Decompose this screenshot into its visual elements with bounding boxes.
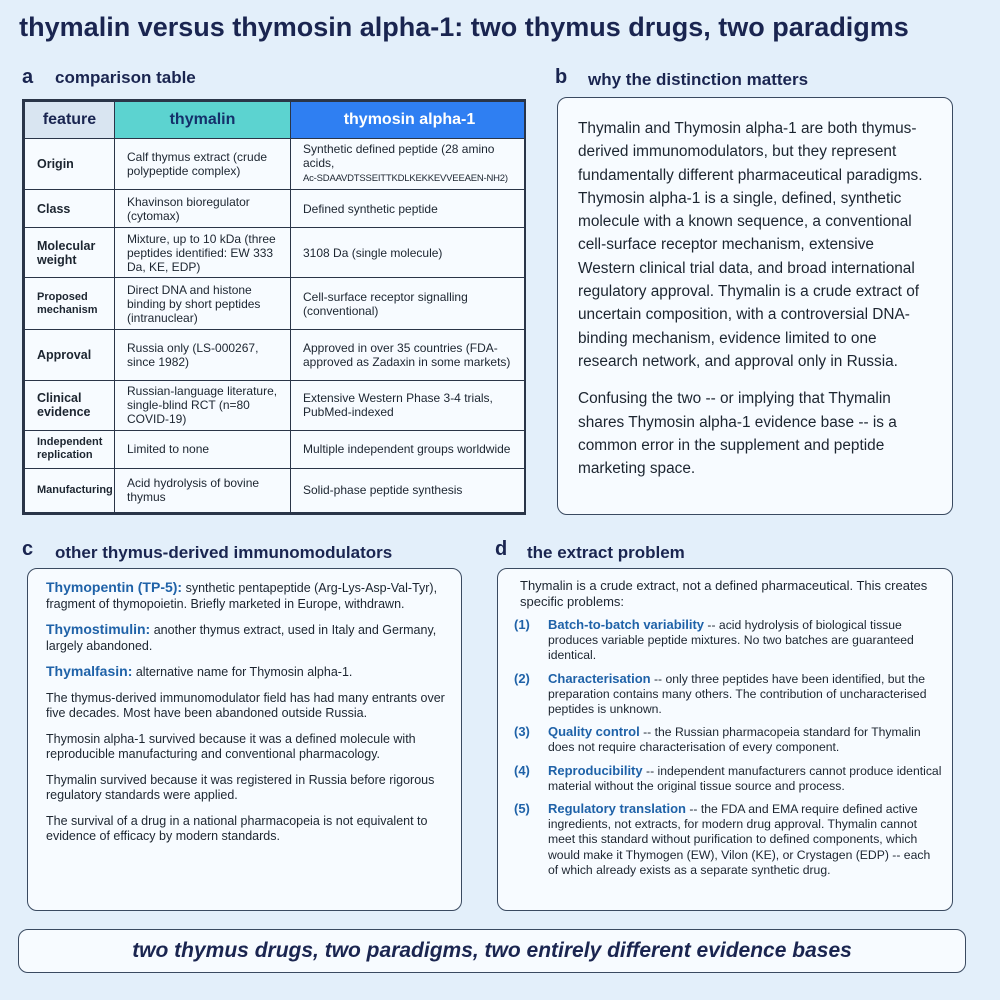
page-title: thymalin versus thymosin alpha-1: two thymus drugs, two paradigms [19, 12, 909, 42]
panel-c-paragraph: Thymalin survived because it was registered in Russia before rigorous regulatory standards were applied. [46, 772, 435, 802]
list-item [514, 763, 942, 794]
table-row [25, 330, 527, 380]
row-thymalin: Calf thymus extract (crude polypeptide complex) [115, 139, 291, 190]
panel-b-text [578, 117, 934, 494]
item-number: (5) [514, 801, 530, 817]
alpha-origin-text: Synthetic defined peptide (28 amino acids, [303, 142, 495, 171]
panel-b-paragraph: Thymalin and Thymosin alpha-1 are both thymus-derived immunomodulators, but they represent fundamentally different pharmaceutical paradigms. Thymosin alpha-1 is a single, defined, synthetic molecule with a known sequence, a conventional cell-surface receptor mechanism, extensive Western clinical trial data, and broad international regulatory approval. Thymalin is a crude extract of uncertain composition, with a controversial DNA-binding mechanism, evidence limited to one research network, and approval only in Russia. [578, 120, 923, 370]
row-feature: Proposed mechanism [25, 278, 115, 330]
row-thymalin: Direct DNA and histone binding by short peptides (intranuclear) [115, 278, 291, 330]
panel-a-letter: a [22, 66, 34, 88]
panel-c-letter: c [22, 538, 34, 560]
item-term: Reproducibility [548, 762, 643, 778]
row-thymalin: Russian-language literature, single-blind RCT (n=80 COVID-19) [115, 380, 291, 430]
term-name: Thymalfasin: [46, 663, 133, 679]
list-item [514, 671, 942, 718]
row-thymosin-alpha: Solid-phase peptide synthesis [291, 468, 527, 512]
term-definition: another thymus extract, used in Italy and Germany, largely abandoned. [46, 623, 437, 653]
item-number: (1) [514, 617, 530, 632]
panel-b-letter: b [555, 66, 568, 88]
term-name: Thymopentin (TP-5): [46, 579, 183, 595]
term-entry [46, 622, 454, 654]
term-definition: alternative name for Thymosin alpha-1. [132, 665, 353, 679]
term-name: Thymostimulin: [46, 621, 151, 637]
row-thymosin-alpha: Multiple independent groups worldwide [291, 430, 527, 468]
panel-b-heading: why the distinction matters [588, 70, 809, 89]
row-thymosin-alpha: Extensive Western Phase 3-4 trials, PubMed-indexed [291, 380, 527, 430]
panel-c-heading: other thymus-derived immunomodulators [55, 543, 393, 562]
col-header-thymosin-alpha: thymosin alpha-1 [291, 102, 527, 139]
item-term: Regulatory translation [548, 801, 686, 817]
row-thymalin: Russia only (LS-000267, since 1982) [115, 330, 291, 380]
row-thymosin-alpha: Defined synthetic peptide [291, 190, 527, 228]
table-row [25, 380, 527, 430]
footer-banner: two thymus drugs, two paradigms, two entirely different evidence bases [18, 929, 966, 973]
item-term: Characterisation [548, 670, 651, 686]
row-feature: Class [25, 190, 115, 228]
list-item [514, 724, 942, 755]
list-item [514, 617, 942, 664]
table-row [25, 430, 527, 468]
row-feature: Origin [25, 139, 115, 190]
row-feature: Approval [25, 330, 115, 380]
comparison-table [22, 99, 526, 515]
panel-d-heading: the extract problem [527, 543, 685, 562]
item-text: -- only three peptides have been identified, but the preparation contains many others. The contribution of uncharacterised peptides is unknown. [548, 671, 927, 717]
table-row [25, 139, 527, 190]
list-item [514, 801, 942, 878]
problem-list [514, 617, 942, 885]
panel-d-intro: Thymalin is a crude extract, not a defined pharmaceutical. This creates specific problems: [520, 578, 928, 609]
table-header-row [25, 102, 527, 139]
panel-c-paragraph: The survival of a drug in a national pharmacopeia is not equivalent to evidence of efficacy by modern standards. [46, 813, 428, 843]
item-text: -- the Russian pharmacopeia standard for Thymalin does not require characterisation of every component. [548, 725, 921, 755]
item-text: -- the FDA and EMA require defined active ingredients, not extracts, for modern drug approval. Thymalin cannot meet this standard without purification to defined components, which would make it Thymogen (EW), Vilon (KE), or Crystagen (EDP) -- each of which already exists as a separate synthetic drug. [548, 802, 931, 877]
table-row [25, 278, 527, 330]
row-thymosin-alpha [291, 139, 527, 190]
panel-d-letter: d [495, 538, 508, 560]
row-thymosin-alpha: Cell-surface receptor signalling (conventional) [291, 278, 527, 330]
panel-b-paragraph: Confusing the two -- or implying that Thymalin shares Thymosin alpha-1 evidence base -- is a common error in the supplement and peptide marketing space. [578, 390, 897, 478]
item-text: -- independent manufacturers cannot produce identical material without the original tissue source and process. [548, 763, 942, 793]
panel-a-heading: comparison table [55, 68, 196, 87]
row-thymalin: Khavinson bioregulator (cytomax) [115, 190, 291, 228]
item-number: (3) [514, 724, 530, 740]
term-definition: synthetic pentapeptide (Arg-Lys-Asp-Val-Tyr), fragment of thymopoietin. Briefly marketed in Europe, withdrawn. [46, 581, 438, 611]
row-thymosin-alpha: 3108 Da (single molecule) [291, 228, 527, 278]
row-thymalin: Limited to none [115, 430, 291, 468]
item-number: (2) [514, 670, 530, 686]
panel-c-text [46, 580, 454, 855]
col-header-feature: feature [25, 102, 115, 139]
alpha-sequence: Ac-SDAAVDTSSEITTKDLKEKKEVVEEAEN-NH2) [303, 173, 508, 185]
table-row [25, 228, 527, 278]
row-thymalin: Mixture, up to 10 kDa (three peptides identified: EW 333 Da, KE, EDP) [115, 228, 291, 278]
row-feature: Clinical evidence [25, 380, 115, 430]
row-thymosin-alpha: Approved in over 35 countries (FDA-approved as Zadaxin in some markets) [291, 330, 527, 380]
panel-c-paragraph: Thymosin alpha-1 survived because it was a defined molecule with reproducible manufacturing and conventional pharmacology. [46, 731, 416, 761]
table-row [25, 468, 527, 512]
item-text: -- acid hydrolysis of biological tissue produces variable peptide mixtures. No two batches are guaranteed identical. [548, 618, 914, 663]
item-term: Quality control [548, 724, 640, 740]
term-entry [46, 664, 454, 681]
item-number: (4) [514, 762, 530, 778]
panel-c-paragraph: The thymus-derived immunomodulator field has had many entrants over five decades. Most have been abandoned outside Russia. [46, 690, 445, 720]
row-feature: Manufacturing [25, 468, 115, 512]
row-feature: Molecular weight [25, 228, 115, 278]
item-term: Batch-to-batch variability [548, 617, 705, 632]
term-entry [46, 580, 454, 612]
col-header-thymalin: thymalin [115, 102, 291, 139]
row-thymalin: Acid hydrolysis of bovine thymus [115, 468, 291, 512]
table-row [25, 190, 527, 228]
row-feature: Independent replication [25, 430, 115, 468]
